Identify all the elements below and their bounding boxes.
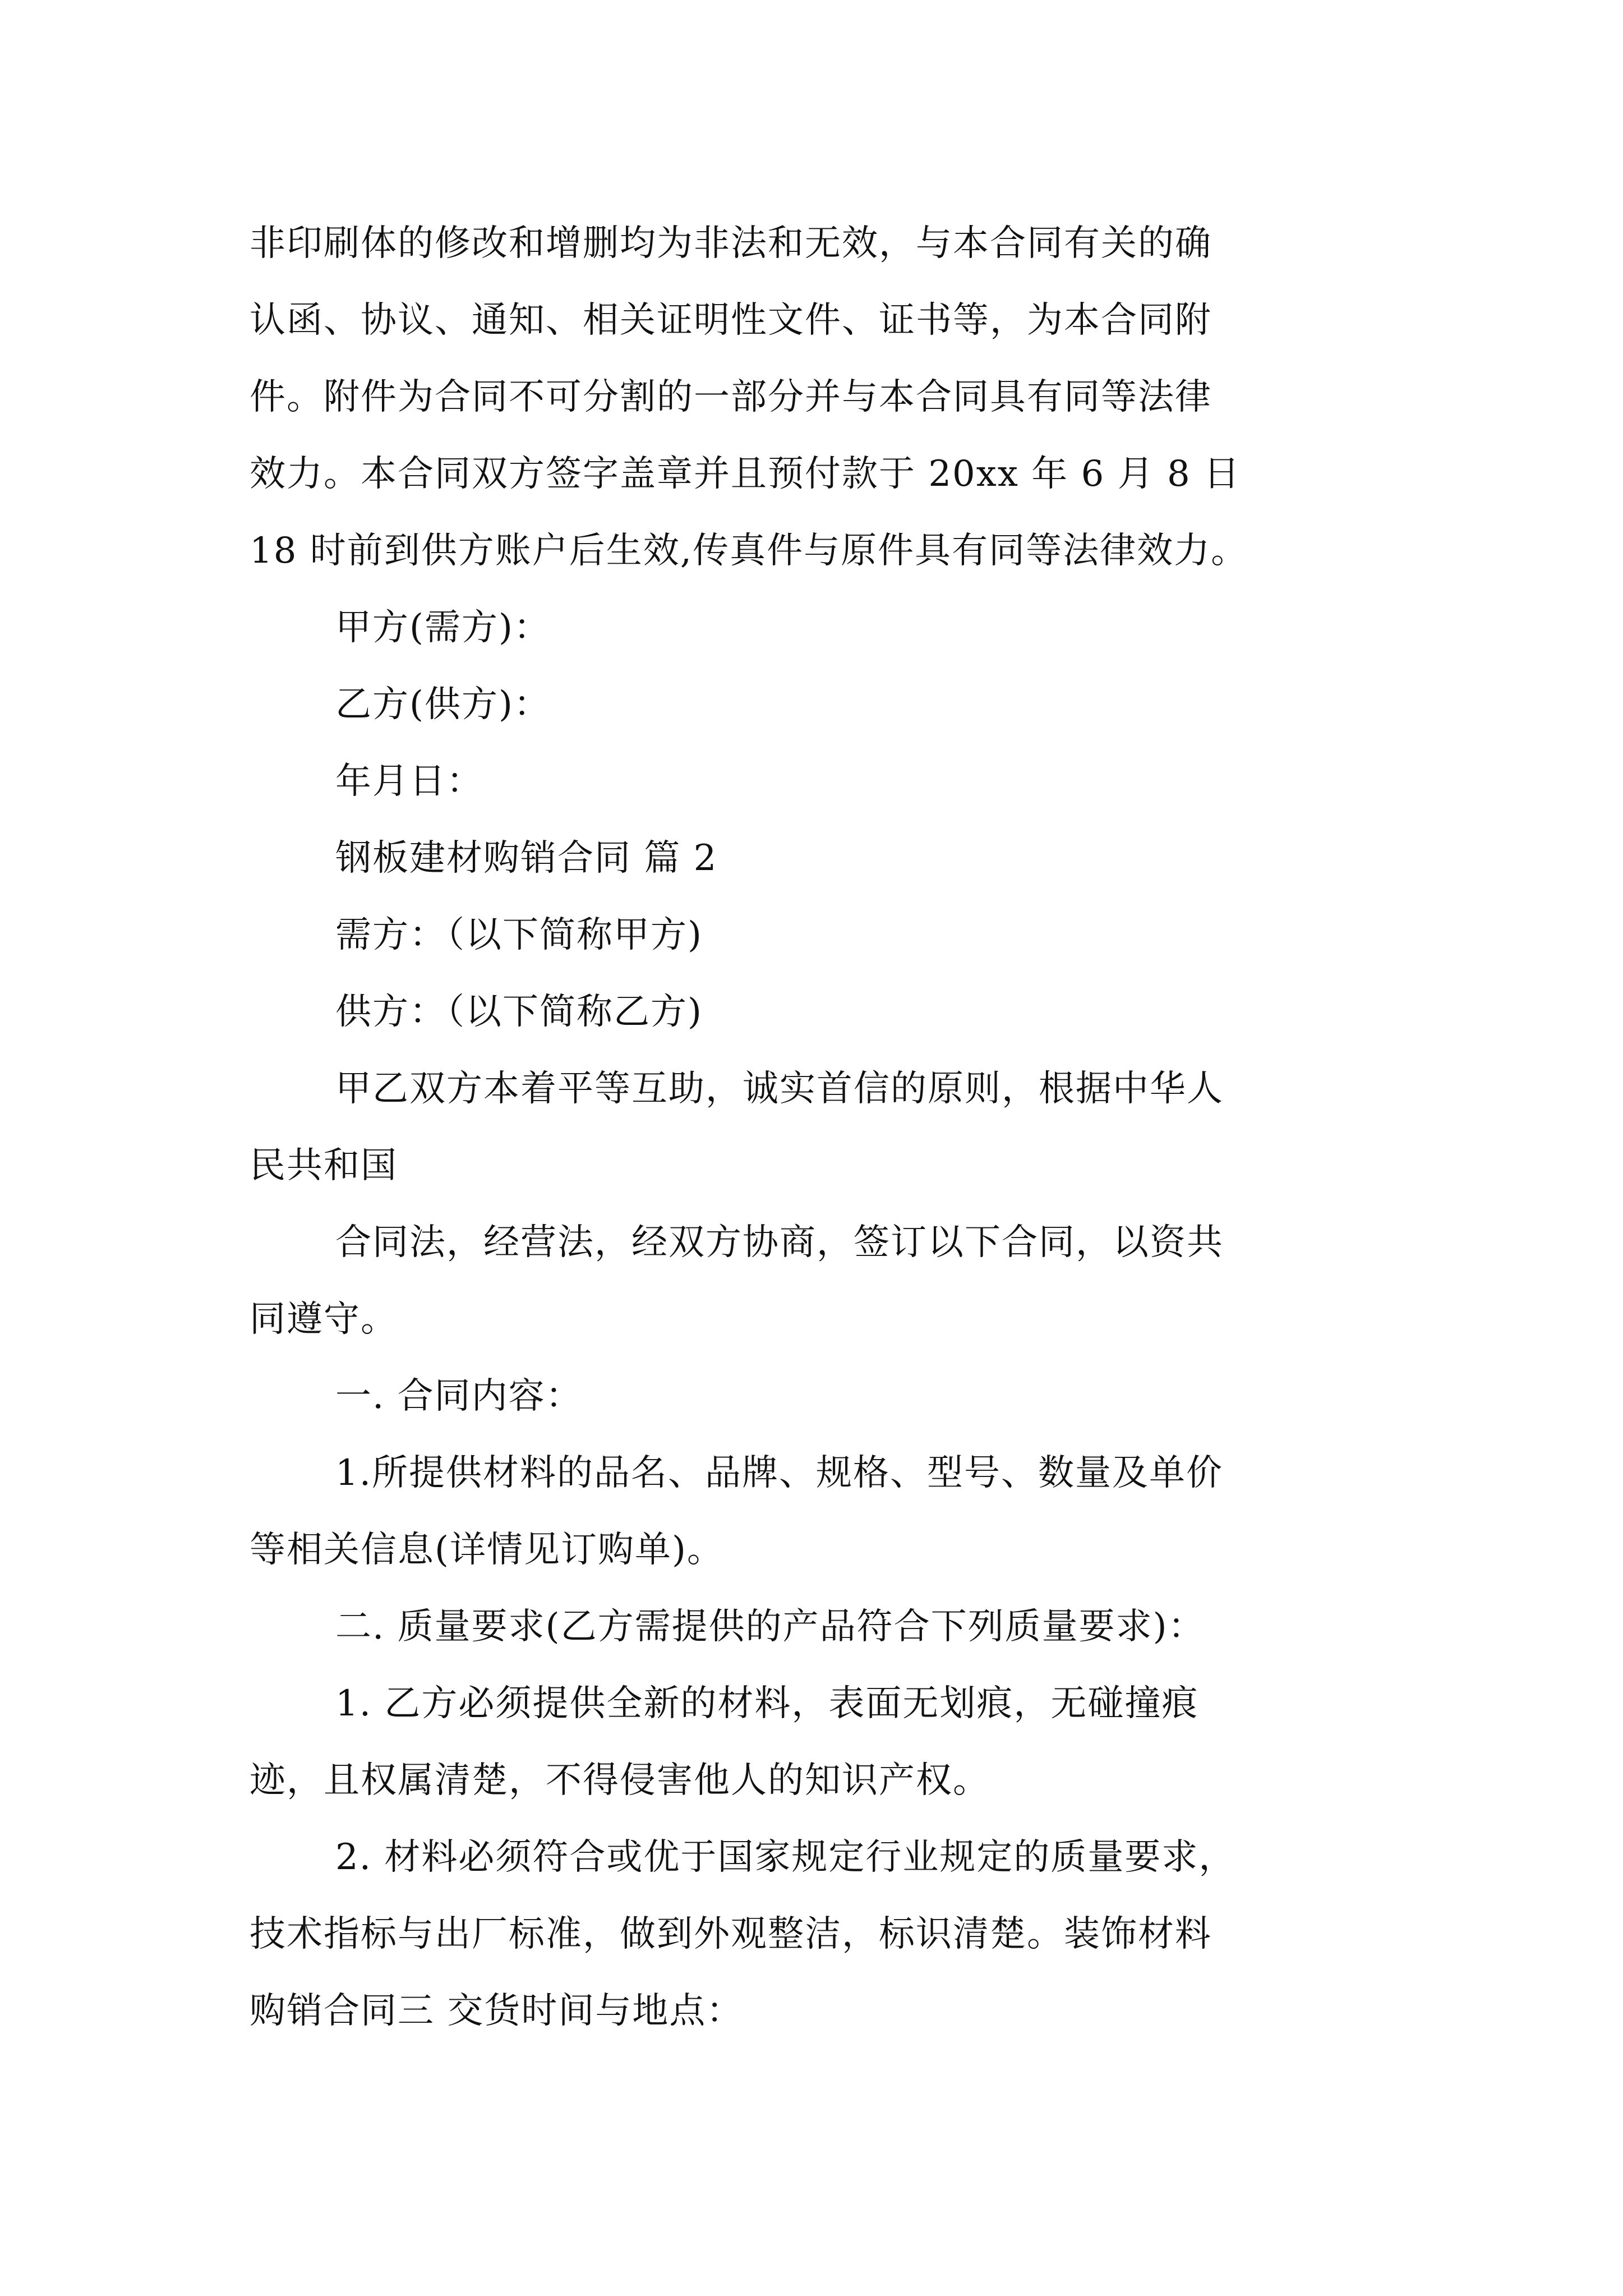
text-line: 迹，且权属清楚，不得侵害他人的知识产权。 xyxy=(250,1760,990,1801)
date-label: 年月日： xyxy=(335,761,483,802)
text-line: 18 时前到供方账户后生效,传真件与原件具有同等法律效力。 xyxy=(250,530,1248,572)
text-line: 民共和国 xyxy=(250,1145,398,1186)
text-line: 1.所提供材料的品名、品牌、规格、型号、数量及单价 xyxy=(335,1452,1224,1494)
text-line: 效力。本合同双方签字盖章并且预付款于 20xx 年 6 月 8 日 xyxy=(250,453,1241,495)
section-title: 钢板建材购销合同 篇 2 xyxy=(335,838,718,879)
heading-quality-requirements: 二. 质量要求(乙方需提供的产品符合下列质量要求)： xyxy=(335,1606,1205,1648)
heading-contract-content: 一. 合同内容： xyxy=(335,1375,583,1417)
buyer-label: 需方：（以下简称甲方) xyxy=(335,914,703,956)
text-line: 购销合同三 交货时间与地点： xyxy=(250,1990,744,2032)
text-line: 技术指标与出厂标准，做到外观整洁，标识清楚。装饰材料 xyxy=(250,1913,1212,1955)
party-b-label: 乙方(供方)： xyxy=(335,684,551,725)
text-line: 认函、协议、通知、相关证明性文件、证书等，为本合同附 xyxy=(250,300,1212,341)
text-line: 等相关信息(详情见订购单)。 xyxy=(250,1529,724,1571)
text-line: 同遵守。 xyxy=(250,1299,398,1340)
text-line: 1. 乙方必须提供全新的材料，表面无划痕，无碰撞痕 xyxy=(335,1683,1199,1724)
party-a-label: 甲方(需方)： xyxy=(335,607,551,648)
text-line: 非印刷体的修改和增删均为非法和无效，与本合同有关的确 xyxy=(250,223,1212,264)
text-line: 合同法，经营法，经双方协商，签订以下合同，以资共 xyxy=(335,1222,1224,1263)
text-line: 件。附件为合同不可分割的一部分并与本合同具有同等法律 xyxy=(250,376,1212,418)
text-line: 甲乙双方本着平等互助，诚实首信的原则，根据中华人 xyxy=(335,1068,1224,1110)
text-line: 2. 材料必须符合或优于国家规定行业规定的质量要求， xyxy=(335,1837,1236,1878)
supplier-label: 供方：（以下简称乙方) xyxy=(335,991,703,1033)
